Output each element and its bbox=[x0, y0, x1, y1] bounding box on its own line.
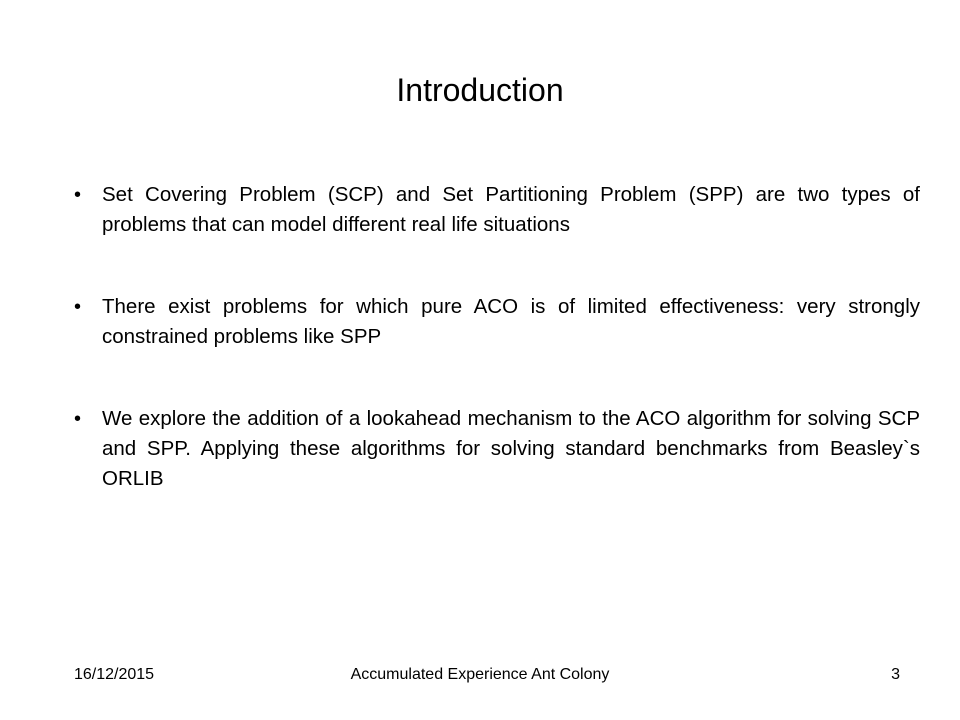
bullet-item bbox=[74, 292, 920, 352]
page-number: 3 bbox=[891, 666, 900, 683]
bullet-list bbox=[74, 180, 920, 546]
slide-title: Introduction bbox=[396, 72, 564, 108]
bullet-marker: • bbox=[74, 184, 82, 206]
bullet-item bbox=[74, 180, 920, 240]
footer-title: Accumulated Experience Ant Colony bbox=[350, 666, 610, 683]
bullet-marker: • bbox=[74, 408, 82, 430]
bullet-text: We explore the addition of a lookahead mechanism to the ACO algorithm for solving SCP and SPP. Applying these algorithms for solving standard benchmarks from Beasley`s ORLIB bbox=[102, 407, 920, 490]
bullet-marker: • bbox=[74, 296, 82, 318]
bullet-text: There exist problems for which pure ACO is of limited effectiveness: very strongly constrained problems like SPP bbox=[102, 295, 920, 348]
bullet-text: Set Covering Problem (SCP) and Set Partitioning Problem (SPP) are two types of problems that can model different real life situations bbox=[102, 183, 920, 236]
bullet-item bbox=[74, 404, 920, 494]
footer-date: 16/12/2015 bbox=[74, 666, 155, 683]
